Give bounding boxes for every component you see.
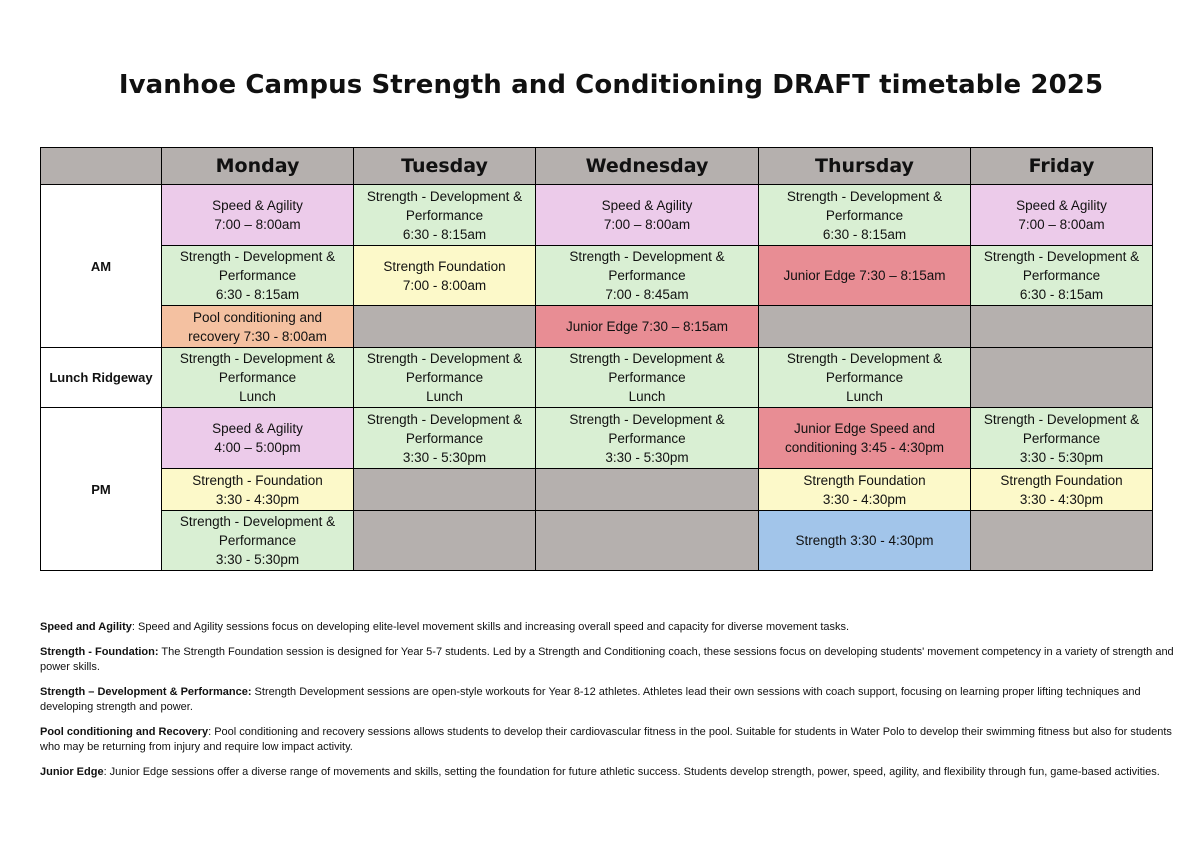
session-line: Performance bbox=[218, 268, 297, 283]
session-descriptions bbox=[40, 620, 1190, 790]
empty-cell bbox=[354, 511, 536, 571]
session-line: Strength - Development & bbox=[569, 249, 725, 264]
session-line: 3:30 - 5:30pm bbox=[215, 552, 300, 567]
session-cell bbox=[536, 348, 759, 408]
session-line: 7:00 – 8:00am bbox=[214, 217, 301, 232]
session-cell bbox=[971, 408, 1153, 469]
pm-row-2 bbox=[41, 469, 1153, 511]
session-line: 3:30 - 5:30pm bbox=[605, 449, 689, 465]
session-line: Performance bbox=[608, 268, 686, 283]
session-line: Strength - Development & bbox=[786, 188, 943, 204]
note-separator: : bbox=[131, 621, 135, 633]
period-label-am: AM bbox=[41, 185, 162, 348]
header-row bbox=[41, 148, 1153, 185]
session-cell bbox=[354, 246, 536, 306]
session-line: 3:30 - 4:30pm bbox=[1019, 491, 1104, 507]
session-cell bbox=[162, 511, 354, 571]
session-line: Pool conditioning and bbox=[192, 309, 323, 325]
session-line: Strength 3:30 - 4:30pm bbox=[795, 533, 934, 548]
session-line: Speed & Agility bbox=[1016, 198, 1107, 213]
session-line: Performance bbox=[405, 370, 484, 385]
session-cell bbox=[971, 185, 1153, 246]
session-line: Performance bbox=[218, 533, 297, 548]
header-corner bbox=[41, 148, 162, 185]
session-line: Speed & Agility bbox=[601, 198, 693, 213]
lunch-row bbox=[41, 348, 1153, 408]
session-cell bbox=[536, 306, 759, 348]
session-line: Performance bbox=[405, 207, 484, 223]
note-text: Strength Development sessions are open-style workouts for Year 8-12 athletes. Athletes lead their own sessions with coach support, focusing on learning proper lifting techniques and developing strength and power. bbox=[40, 686, 1141, 713]
pm-row-1 bbox=[41, 408, 1153, 469]
empty-cell bbox=[354, 306, 536, 348]
session-line: Performance bbox=[405, 430, 484, 446]
session-line: Strength - Development & bbox=[179, 514, 336, 529]
session-line: 7:00 – 8:00am bbox=[1018, 217, 1105, 232]
session-line: Junior Edge 7:30 – 8:15am bbox=[565, 319, 729, 334]
note-term: Strength - Foundation: bbox=[40, 646, 159, 658]
session-line: Junior Edge Speed and bbox=[793, 421, 936, 436]
day-header-tuesday: Tuesday bbox=[354, 148, 536, 185]
session-line: 6:30 - 8:15am bbox=[402, 226, 487, 242]
empty-cell bbox=[971, 348, 1153, 408]
empty-cell bbox=[354, 469, 536, 511]
session-cell bbox=[759, 469, 971, 511]
session-cell bbox=[162, 246, 354, 306]
session-line: Lunch bbox=[426, 389, 463, 404]
session-cell bbox=[354, 348, 536, 408]
session-line: Strength Foundation bbox=[1000, 472, 1123, 488]
session-line: Strength - Development & bbox=[366, 351, 523, 366]
note-separator: : bbox=[103, 766, 107, 778]
session-line: 6:30 - 8:15am bbox=[1019, 287, 1104, 302]
session-line: recovery 7:30 - 8:00am bbox=[188, 328, 327, 344]
session-line: 4:00 – 5:00pm bbox=[214, 440, 301, 455]
session-line: 3:30 - 5:30pm bbox=[402, 449, 487, 465]
session-line: Strength - Development & bbox=[366, 411, 523, 427]
note-separator: : bbox=[208, 726, 212, 738]
session-line: Speed & Agility bbox=[212, 421, 303, 436]
session-line: Speed & Agility bbox=[212, 198, 303, 213]
session-line: Performance bbox=[1022, 430, 1101, 446]
session-line: Performance bbox=[825, 207, 904, 223]
session-line: Performance bbox=[1022, 268, 1101, 283]
note-text: Pool conditioning and recovery sessions allows students to develop their cardiovascular fitness in the pool. Suitable for students in Water Polo to develop their swimming fitness but also for students who may be returning from injury and require low impact activity. bbox=[40, 726, 1172, 753]
session-line: 7:00 - 8:00am bbox=[402, 277, 487, 293]
session-cell bbox=[162, 348, 354, 408]
note-term: Pool conditioning and Recovery bbox=[40, 726, 209, 738]
session-line: Strength Foundation bbox=[803, 472, 926, 488]
session-line: Junior Edge 7:30 – 8:15am bbox=[783, 268, 946, 283]
note-junior-edge bbox=[40, 765, 1190, 780]
empty-cell bbox=[971, 511, 1153, 571]
session-line: Strength - Development & bbox=[569, 351, 725, 366]
session-cell bbox=[536, 246, 759, 306]
note-text: Speed and Agility sessions focus on developing elite-level movement skills and increasing overall speed and capacity for diverse movement tasks. bbox=[134, 621, 850, 633]
page-title: Ivanhoe Campus Strength and Conditioning DRAFT timetable 2025 bbox=[118, 70, 1104, 100]
session-line: 6:30 - 8:15am bbox=[822, 226, 907, 242]
session-line: 7:00 - 8:45am bbox=[605, 287, 689, 302]
empty-cell bbox=[759, 306, 971, 348]
note-speed-agility bbox=[40, 620, 1190, 635]
session-line: conditioning 3:45 - 4:30pm bbox=[784, 440, 945, 455]
session-line: Strength - Development & bbox=[983, 249, 1140, 264]
session-cell bbox=[162, 469, 354, 511]
session-cell bbox=[162, 185, 354, 246]
session-line: 3:30 - 5:30pm bbox=[1019, 449, 1104, 465]
session-cell bbox=[759, 246, 971, 306]
note-term: Junior Edge bbox=[40, 766, 104, 778]
timetable bbox=[40, 147, 1153, 571]
session-cell bbox=[971, 246, 1153, 306]
note-term: Strength – Development & Performance: bbox=[40, 686, 252, 698]
note-text: The Strength Foundation session is designed for Year 5-7 students. Led by a Strength and Conditioning coach, these sessions focus on developing students' movement competency in a variety of strength and power skills. bbox=[40, 646, 1174, 673]
session-line: Performance bbox=[608, 370, 686, 385]
session-line: Strength - Development & bbox=[366, 188, 523, 204]
session-line: Lunch bbox=[628, 389, 666, 404]
session-line: Strength Foundation bbox=[383, 258, 506, 274]
session-cell bbox=[536, 185, 759, 246]
session-cell bbox=[759, 348, 971, 408]
session-cell bbox=[354, 408, 536, 469]
session-line: 3:30 - 4:30pm bbox=[822, 491, 907, 507]
session-line: Strength - Development & bbox=[179, 249, 336, 264]
am-row-2 bbox=[41, 246, 1153, 306]
session-line: Strength - Development & bbox=[983, 411, 1140, 427]
am-row-1 bbox=[41, 185, 1153, 246]
pm-row-3 bbox=[41, 511, 1153, 571]
session-line: 6:30 - 8:15am bbox=[215, 287, 300, 302]
day-header-wednesday: Wednesday bbox=[536, 148, 759, 185]
day-header-friday: Friday bbox=[971, 148, 1153, 185]
session-line: Strength - Development & bbox=[179, 351, 336, 366]
day-header-monday: Monday bbox=[162, 148, 354, 185]
session-cell bbox=[354, 185, 536, 246]
session-line: Strength - Development & bbox=[786, 351, 943, 366]
session-line: Lunch bbox=[846, 389, 883, 404]
session-line: Performance bbox=[825, 370, 904, 385]
empty-cell bbox=[536, 511, 759, 571]
session-line: Strength - Foundation bbox=[192, 472, 323, 488]
session-line: 7:00 – 8:00am bbox=[603, 217, 691, 232]
empty-cell bbox=[536, 469, 759, 511]
session-cell bbox=[162, 408, 354, 469]
note-strength-development bbox=[40, 685, 1190, 715]
session-line: 3:30 - 4:30pm bbox=[215, 491, 300, 507]
session-line: Strength - Development & bbox=[569, 411, 725, 427]
note-term: Speed and Agility bbox=[40, 621, 132, 633]
session-cell bbox=[759, 511, 971, 571]
session-line: Lunch bbox=[239, 389, 276, 404]
session-line: Performance bbox=[608, 430, 686, 446]
note-strength-foundation bbox=[40, 645, 1190, 675]
session-cell bbox=[759, 185, 971, 246]
note-pool-conditioning bbox=[40, 725, 1190, 755]
session-cell bbox=[162, 306, 354, 348]
day-header-thursday: Thursday bbox=[759, 148, 971, 185]
period-label-pm: PM bbox=[41, 408, 162, 571]
session-cell bbox=[759, 408, 971, 469]
am-row-3 bbox=[41, 306, 1153, 348]
period-label-lunch: Lunch Ridgeway bbox=[41, 348, 162, 408]
empty-cell bbox=[971, 306, 1153, 348]
session-line: Performance bbox=[218, 370, 297, 385]
session-cell bbox=[536, 408, 759, 469]
session-cell bbox=[971, 469, 1153, 511]
note-text: Junior Edge sessions offer a diverse range of movements and skills, setting the foundation for future athletic success. Students develop strength, power, speed, agility, and flexibility through fun, game-based activities. bbox=[106, 766, 1160, 778]
